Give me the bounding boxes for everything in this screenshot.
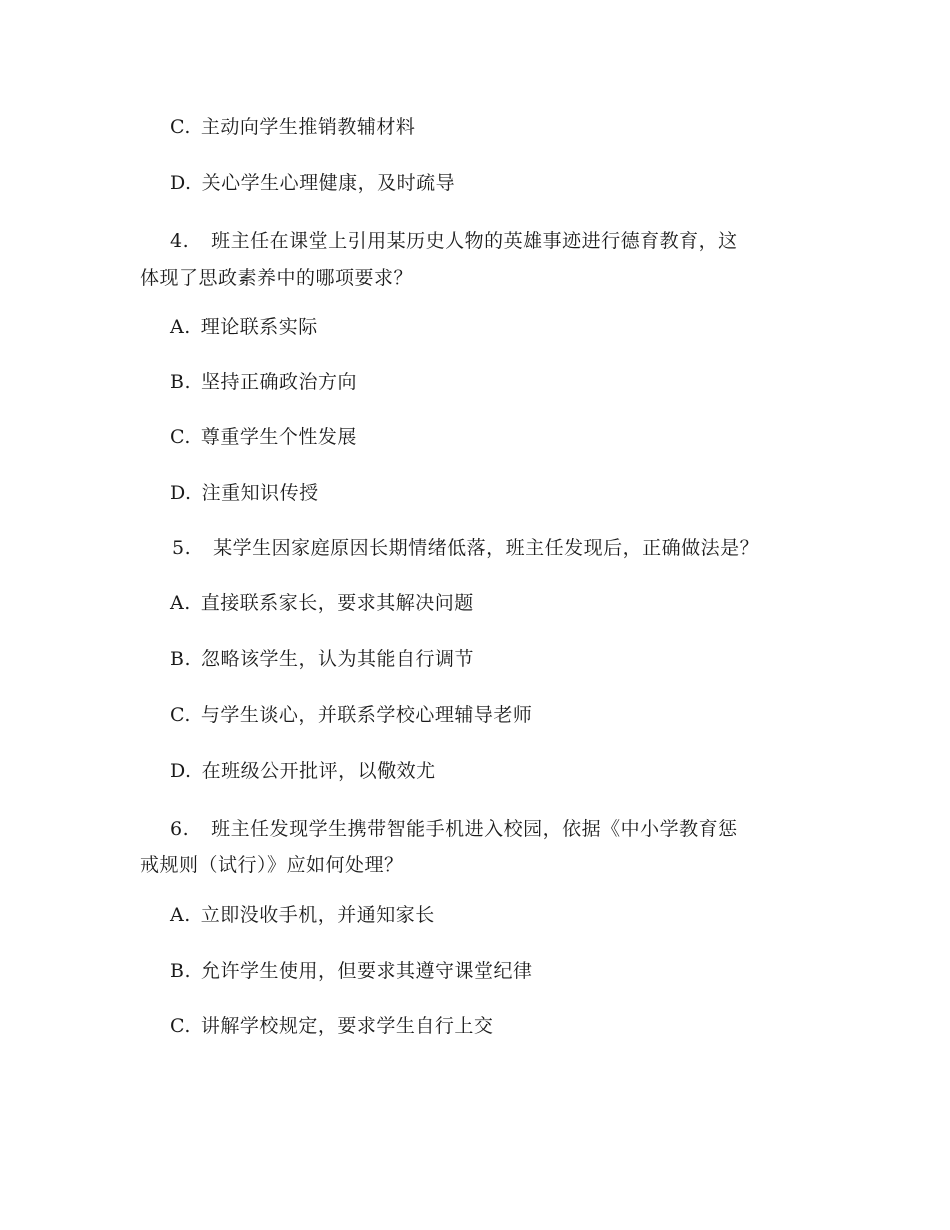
option-letter: D. — [170, 172, 192, 194]
option-text: 立即没收手机，并通知家长 — [200, 904, 435, 926]
q3-option-d — [170, 171, 455, 195]
question-number: 4. — [170, 230, 190, 252]
question-4-line-2 — [140, 266, 413, 290]
option-text: 忽略该学生，认为其能自行调节 — [201, 648, 475, 670]
question-number: 5. — [172, 537, 192, 559]
question-5-line-1 — [172, 536, 759, 560]
question-text: 某学生因家庭原因长期情绪低落，班主任发现后，正确做法是？ — [213, 537, 760, 559]
q4-option-d — [170, 481, 319, 505]
q5-option-c — [170, 703, 532, 727]
option-text: 讲解学校规定，要求学生自行上交 — [200, 1015, 494, 1037]
question-text: 班主任发现学生携带智能手机进入校园，依据《中小学教育惩 — [211, 818, 738, 840]
question-4-line-1 — [170, 229, 738, 253]
q4-option-c — [170, 425, 357, 449]
option-letter: C. — [170, 1015, 191, 1037]
option-text: 理论联系实际 — [200, 316, 318, 338]
option-letter: A. — [170, 904, 191, 926]
option-letter: D. — [170, 760, 192, 782]
question-text: 班主任在课堂上引用某历史人物的英雄事迹进行德育教育，这 — [211, 230, 738, 252]
q3-option-c — [170, 115, 415, 139]
option-letter: B. — [170, 960, 192, 982]
option-text: 在班级公开批评，以儆效尤 — [201, 760, 436, 782]
question-text: 体现了思政素养中的哪项要求？ — [140, 267, 414, 289]
option-text: 允许学生使用，但要求其遵守课堂纪律 — [201, 960, 533, 982]
option-letter: C. — [170, 704, 191, 726]
q4-option-b — [170, 370, 357, 394]
q6-option-c — [170, 1014, 493, 1038]
option-text: 注重知识传授 — [201, 482, 319, 504]
q4-option-a — [170, 315, 318, 339]
question-6-line-1 — [170, 817, 738, 841]
option-text: 直接联系家长，要求其解决问题 — [200, 592, 474, 614]
option-text: 关心学生心理健康，及时疏导 — [201, 172, 456, 194]
option-text: 坚持正确政治方向 — [201, 371, 358, 393]
option-letter: B. — [170, 648, 192, 670]
question-number: 6. — [170, 818, 190, 840]
question-6-line-2 — [140, 853, 404, 877]
q5-option-b — [170, 647, 474, 671]
q6-option-b — [170, 959, 533, 983]
q5-option-d — [170, 759, 436, 783]
option-letter: D. — [170, 482, 192, 504]
q6-option-a — [170, 903, 435, 927]
option-letter: C. — [170, 116, 191, 138]
option-text: 与学生谈心，并联系学校心理辅导老师 — [200, 704, 533, 726]
option-letter: C. — [170, 426, 191, 448]
option-text: 尊重学生个性发展 — [200, 426, 357, 448]
option-letter: B. — [170, 371, 192, 393]
option-letter: A. — [170, 316, 191, 338]
option-letter: A. — [170, 592, 191, 614]
q5-option-a — [170, 591, 474, 615]
question-text: 戒规则（试行）》应如何处理？ — [140, 854, 404, 876]
option-text: 主动向学生推销教辅材料 — [200, 116, 416, 138]
